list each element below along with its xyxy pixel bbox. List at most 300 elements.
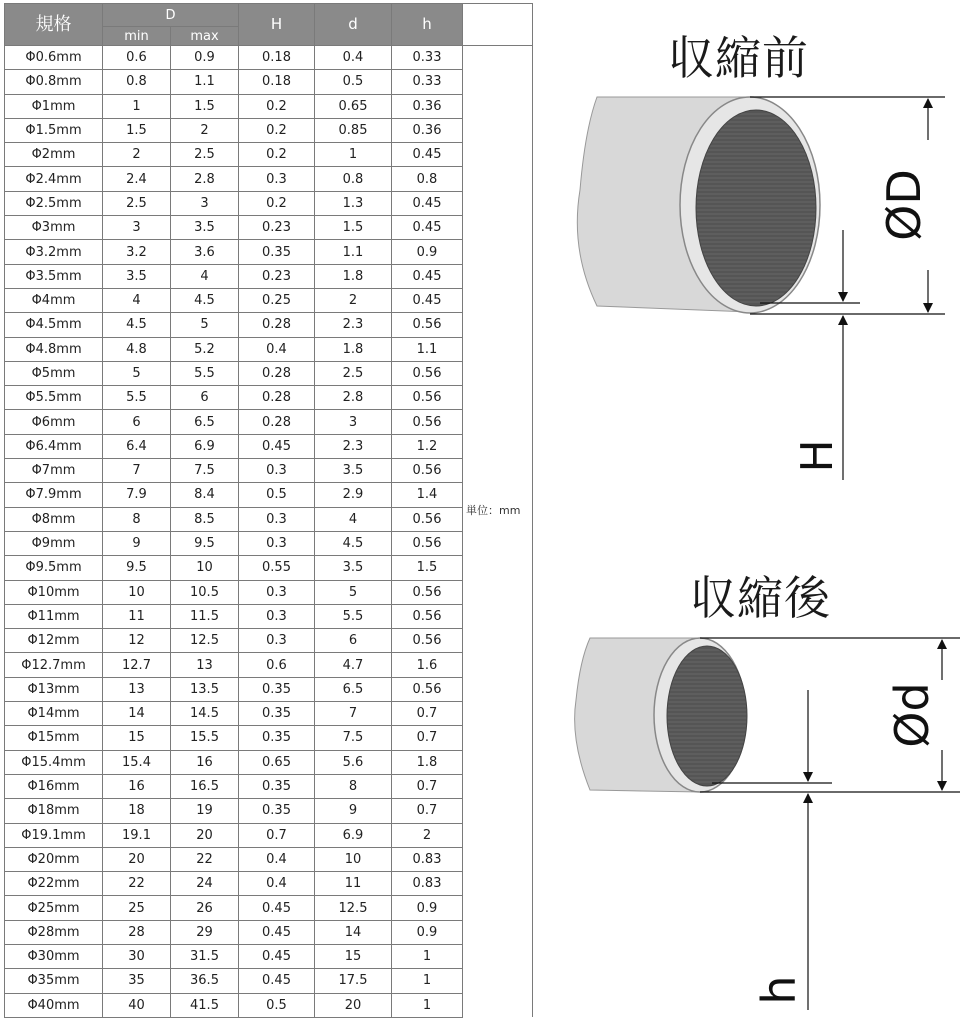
cell-d: 1 <box>315 143 392 167</box>
cell-h: 0.45 <box>392 191 463 215</box>
cell-H: 0.5 <box>239 993 315 1017</box>
cell-D-min: 12 <box>103 629 171 653</box>
table-row <box>5 847 533 871</box>
cell-D-min: 9.5 <box>103 556 171 580</box>
cell-spec: Φ20mm <box>5 847 103 871</box>
cell-D-max: 9.5 <box>171 531 239 555</box>
table-row <box>5 264 533 288</box>
cell-D-max: 36.5 <box>171 969 239 993</box>
table-row <box>5 750 533 774</box>
cell-d: 2 <box>315 288 392 312</box>
cell-D-max: 31.5 <box>171 944 239 968</box>
cell-D-max: 8.4 <box>171 483 239 507</box>
cell-h: 0.56 <box>392 629 463 653</box>
cell-H: 0.4 <box>239 872 315 896</box>
cell-d: 2.9 <box>315 483 392 507</box>
cell-D-max: 3.6 <box>171 240 239 264</box>
cell-H: 0.35 <box>239 240 315 264</box>
cell-D-max: 3 <box>171 191 239 215</box>
cell-d: 4.5 <box>315 531 392 555</box>
cell-spec: Φ2.4mm <box>5 167 103 191</box>
cell-H: 0.18 <box>239 46 315 70</box>
cell-d: 4.7 <box>315 653 392 677</box>
cell-h: 0.7 <box>392 702 463 726</box>
cell-D-min: 15.4 <box>103 750 171 774</box>
cell-h: 0.45 <box>392 264 463 288</box>
table-row <box>5 167 533 191</box>
cell-d: 20 <box>315 993 392 1017</box>
cell-D-max: 19 <box>171 799 239 823</box>
header-d: d <box>315 4 392 46</box>
cell-h: 0.45 <box>392 288 463 312</box>
table-row <box>5 677 533 701</box>
cell-spec: Φ14mm <box>5 702 103 726</box>
cell-d: 1.8 <box>315 264 392 288</box>
cell-d: 2.3 <box>315 313 392 337</box>
cell-h: 0.8 <box>392 167 463 191</box>
table-row <box>5 386 533 410</box>
cell-h: 0.45 <box>392 216 463 240</box>
cell-D-min: 7 <box>103 459 171 483</box>
cell-D-max: 22 <box>171 847 239 871</box>
cell-H: 0.3 <box>239 459 315 483</box>
table-row <box>5 944 533 968</box>
table-row <box>5 580 533 604</box>
cell-D-max: 7.5 <box>171 459 239 483</box>
cell-D-min: 20 <box>103 847 171 871</box>
cell-H: 0.45 <box>239 896 315 920</box>
table-row <box>5 872 533 896</box>
cell-H: 0.28 <box>239 361 315 385</box>
cell-spec: Φ2.5mm <box>5 191 103 215</box>
cell-H: 0.2 <box>239 143 315 167</box>
header-h: h <box>392 4 463 46</box>
cell-h: 0.56 <box>392 386 463 410</box>
cell-spec: Φ13mm <box>5 677 103 701</box>
cell-d: 3.5 <box>315 556 392 580</box>
cell-H: 0.25 <box>239 288 315 312</box>
cell-H: 0.3 <box>239 167 315 191</box>
cell-H: 0.65 <box>239 750 315 774</box>
cell-h: 0.56 <box>392 531 463 555</box>
cell-h: 1 <box>392 993 463 1017</box>
cell-D-min: 4 <box>103 288 171 312</box>
spec-table <box>4 3 533 1018</box>
cell-spec: Φ4.5mm <box>5 313 103 337</box>
table-row <box>5 993 533 1017</box>
cell-D-min: 4.8 <box>103 337 171 361</box>
header-D-min: min <box>103 27 171 46</box>
cell-d: 11 <box>315 872 392 896</box>
cell-h: 0.7 <box>392 799 463 823</box>
table-extension <box>463 46 533 1018</box>
cell-D-max: 12.5 <box>171 629 239 653</box>
cell-h: 0.56 <box>392 580 463 604</box>
header-D-max: max <box>171 27 239 46</box>
cell-d: 5.5 <box>315 604 392 628</box>
cell-D-max: 4.5 <box>171 288 239 312</box>
cell-D-max: 0.9 <box>171 46 239 70</box>
cell-D-max: 41.5 <box>171 993 239 1017</box>
unit-label: 単位：mm <box>466 504 521 517</box>
cell-spec: Φ16mm <box>5 774 103 798</box>
cell-h: 0.56 <box>392 313 463 337</box>
cell-d: 1.5 <box>315 216 392 240</box>
table-row <box>5 629 533 653</box>
cell-d: 4 <box>315 507 392 531</box>
table-row <box>5 507 533 531</box>
cell-spec: Φ5.5mm <box>5 386 103 410</box>
cell-D-min: 9 <box>103 531 171 555</box>
cell-D-max: 2 <box>171 118 239 142</box>
cell-D-min: 2 <box>103 143 171 167</box>
cell-h: 0.7 <box>392 774 463 798</box>
table-row <box>5 774 533 798</box>
cell-D-max: 8.5 <box>171 507 239 531</box>
cell-d: 6 <box>315 629 392 653</box>
cell-D-max: 2.5 <box>171 143 239 167</box>
cell-D-max: 10.5 <box>171 580 239 604</box>
table-row <box>5 969 533 993</box>
cell-spec: Φ12.7mm <box>5 653 103 677</box>
cell-d: 8 <box>315 774 392 798</box>
table-row <box>5 361 533 385</box>
cell-d: 9 <box>315 799 392 823</box>
cell-h: 0.9 <box>392 240 463 264</box>
cell-spec: Φ10mm <box>5 580 103 604</box>
cell-d: 17.5 <box>315 969 392 993</box>
cell-spec: Φ1.5mm <box>5 118 103 142</box>
table-row <box>5 726 533 750</box>
label-h: h <box>752 975 806 1005</box>
cell-h: 0.56 <box>392 361 463 385</box>
cell-D-max: 24 <box>171 872 239 896</box>
cell-D-max: 14.5 <box>171 702 239 726</box>
table-row <box>5 483 533 507</box>
cell-spec: Φ35mm <box>5 969 103 993</box>
table-row <box>5 191 533 215</box>
cell-d: 10 <box>315 847 392 871</box>
table-row <box>5 143 533 167</box>
cell-D-min: 16 <box>103 774 171 798</box>
cell-h: 0.56 <box>392 410 463 434</box>
cell-h: 1.6 <box>392 653 463 677</box>
cell-spec: Φ6.4mm <box>5 434 103 458</box>
cell-H: 0.3 <box>239 531 315 555</box>
cell-h: 1.2 <box>392 434 463 458</box>
table-row <box>5 216 533 240</box>
table-row <box>5 70 533 94</box>
cell-h: 1.5 <box>392 556 463 580</box>
cell-h: 0.56 <box>392 604 463 628</box>
cell-h: 0.9 <box>392 896 463 920</box>
cell-d: 0.8 <box>315 167 392 191</box>
cell-D-min: 22 <box>103 872 171 896</box>
cell-d: 7 <box>315 702 392 726</box>
cell-D-min: 40 <box>103 993 171 1017</box>
table-row <box>5 531 533 555</box>
cell-D-max: 13 <box>171 653 239 677</box>
cell-d: 2.5 <box>315 361 392 385</box>
cell-H: 0.5 <box>239 483 315 507</box>
cell-spec: Φ7mm <box>5 459 103 483</box>
cell-D-min: 15 <box>103 726 171 750</box>
cell-D-min: 10 <box>103 580 171 604</box>
cell-D-min: 30 <box>103 944 171 968</box>
label-d: Ød <box>885 682 939 748</box>
table-row <box>5 556 533 580</box>
cell-D-max: 5.2 <box>171 337 239 361</box>
cell-H: 0.35 <box>239 702 315 726</box>
table-row <box>5 313 533 337</box>
cell-h: 0.9 <box>392 920 463 944</box>
cell-D-min: 2.5 <box>103 191 171 215</box>
cell-d: 2.3 <box>315 434 392 458</box>
cell-H: 0.4 <box>239 847 315 871</box>
cell-d: 2.8 <box>315 386 392 410</box>
cell-D-max: 16 <box>171 750 239 774</box>
before-title: 収縮前 <box>668 31 809 85</box>
cell-D-max: 2.8 <box>171 167 239 191</box>
cell-H: 0.28 <box>239 313 315 337</box>
table-row <box>5 46 533 70</box>
table-row <box>5 118 533 142</box>
after-title: 収縮後 <box>690 571 831 625</box>
cell-h: 0.83 <box>392 847 463 871</box>
cell-spec: Φ8mm <box>5 507 103 531</box>
label-H: H <box>792 439 843 473</box>
cell-h: 1 <box>392 969 463 993</box>
cell-D-max: 1.5 <box>171 94 239 118</box>
table-row <box>5 459 533 483</box>
cell-D-max: 5.5 <box>171 361 239 385</box>
cell-D-min: 3.5 <box>103 264 171 288</box>
cell-H: 0.28 <box>239 410 315 434</box>
cell-D-min: 6 <box>103 410 171 434</box>
cell-H: 0.35 <box>239 774 315 798</box>
table-row <box>5 896 533 920</box>
cell-spec: Φ4.8mm <box>5 337 103 361</box>
cell-spec: Φ0.6mm <box>5 46 103 70</box>
shrink-diagram <box>540 0 967 1024</box>
cell-H: 0.45 <box>239 944 315 968</box>
table-row <box>5 94 533 118</box>
cell-h: 1.4 <box>392 483 463 507</box>
cell-D-min: 12.7 <box>103 653 171 677</box>
cell-D-min: 0.6 <box>103 46 171 70</box>
cell-d: 0.85 <box>315 118 392 142</box>
table-row <box>5 604 533 628</box>
cell-D-min: 3.2 <box>103 240 171 264</box>
cell-D-min: 2.4 <box>103 167 171 191</box>
cell-H: 0.35 <box>239 677 315 701</box>
cell-D-min: 7.9 <box>103 483 171 507</box>
cell-spec: Φ22mm <box>5 872 103 896</box>
cell-spec: Φ12mm <box>5 629 103 653</box>
cell-d: 14 <box>315 920 392 944</box>
cell-H: 0.4 <box>239 337 315 361</box>
cell-h: 0.36 <box>392 118 463 142</box>
cell-D-min: 5.5 <box>103 386 171 410</box>
table-row <box>5 434 533 458</box>
cell-h: 0.56 <box>392 507 463 531</box>
cell-d: 12.5 <box>315 896 392 920</box>
cell-D-min: 1.5 <box>103 118 171 142</box>
cell-spec: Φ2mm <box>5 143 103 167</box>
cell-h: 1 <box>392 944 463 968</box>
cell-spec: Φ15.4mm <box>5 750 103 774</box>
cell-D-min: 14 <box>103 702 171 726</box>
cell-d: 0.65 <box>315 94 392 118</box>
cell-spec: Φ3.2mm <box>5 240 103 264</box>
table-row <box>5 410 533 434</box>
table-row <box>5 288 533 312</box>
cell-D-min: 6.4 <box>103 434 171 458</box>
cell-H: 0.35 <box>239 799 315 823</box>
cell-d: 7.5 <box>315 726 392 750</box>
table-row <box>5 240 533 264</box>
cell-d: 5 <box>315 580 392 604</box>
cell-spec: Φ1mm <box>5 94 103 118</box>
cell-d: 6.5 <box>315 677 392 701</box>
cell-D-max: 1.1 <box>171 70 239 94</box>
cell-H: 0.18 <box>239 70 315 94</box>
cell-spec: Φ28mm <box>5 920 103 944</box>
cell-d: 6.9 <box>315 823 392 847</box>
cell-H: 0.2 <box>239 118 315 142</box>
cell-H: 0.3 <box>239 629 315 653</box>
cell-h: 0.33 <box>392 70 463 94</box>
cell-H: 0.23 <box>239 264 315 288</box>
cell-d: 0.5 <box>315 70 392 94</box>
cell-d: 0.4 <box>315 46 392 70</box>
cell-D-max: 26 <box>171 896 239 920</box>
cell-D-min: 28 <box>103 920 171 944</box>
cell-spec: Φ11mm <box>5 604 103 628</box>
cell-d: 5.6 <box>315 750 392 774</box>
table-row <box>5 337 533 361</box>
table-row <box>5 823 533 847</box>
cell-h: 2 <box>392 823 463 847</box>
cell-spec: Φ0.8mm <box>5 70 103 94</box>
cell-D-min: 19.1 <box>103 823 171 847</box>
cell-d: 3 <box>315 410 392 434</box>
cell-spec: Φ9.5mm <box>5 556 103 580</box>
cell-H: 0.35 <box>239 726 315 750</box>
cell-D-max: 6.9 <box>171 434 239 458</box>
cell-H: 0.23 <box>239 216 315 240</box>
cell-h: 0.7 <box>392 726 463 750</box>
cell-D-max: 4 <box>171 264 239 288</box>
cell-H: 0.45 <box>239 969 315 993</box>
cell-H: 0.3 <box>239 604 315 628</box>
cell-D-max: 16.5 <box>171 774 239 798</box>
cell-h: 0.56 <box>392 677 463 701</box>
cell-D-min: 8 <box>103 507 171 531</box>
cell-D-min: 13 <box>103 677 171 701</box>
cell-h: 0.45 <box>392 143 463 167</box>
cell-spec: Φ9mm <box>5 531 103 555</box>
header-H: H <box>239 4 315 46</box>
cell-d: 1.1 <box>315 240 392 264</box>
cell-spec: Φ25mm <box>5 896 103 920</box>
table-extension <box>463 4 533 46</box>
cell-h: 0.56 <box>392 459 463 483</box>
cell-H: 0.6 <box>239 653 315 677</box>
cell-h: 0.33 <box>392 46 463 70</box>
label-D: ØD <box>877 169 931 241</box>
cell-h: 0.83 <box>392 872 463 896</box>
cell-D-min: 18 <box>103 799 171 823</box>
cell-spec: Φ5mm <box>5 361 103 385</box>
header-D: D <box>103 4 239 27</box>
cell-spec: Φ7.9mm <box>5 483 103 507</box>
cell-D-max: 6 <box>171 386 239 410</box>
cell-h: 1.1 <box>392 337 463 361</box>
cell-D-max: 29 <box>171 920 239 944</box>
cell-D-max: 20 <box>171 823 239 847</box>
cell-D-min: 1 <box>103 94 171 118</box>
cell-D-max: 5 <box>171 313 239 337</box>
table-row <box>5 920 533 944</box>
cell-spec: Φ4mm <box>5 288 103 312</box>
cell-D-min: 0.8 <box>103 70 171 94</box>
cell-h: 1.8 <box>392 750 463 774</box>
cell-D-min: 35 <box>103 969 171 993</box>
cell-D-min: 5 <box>103 361 171 385</box>
cell-H: 0.2 <box>239 191 315 215</box>
cell-D-min: 3 <box>103 216 171 240</box>
cell-spec: Φ19.1mm <box>5 823 103 847</box>
table-row <box>5 799 533 823</box>
cell-H: 0.2 <box>239 94 315 118</box>
cell-spec: Φ18mm <box>5 799 103 823</box>
cell-D-min: 11 <box>103 604 171 628</box>
cell-spec: Φ30mm <box>5 944 103 968</box>
cell-d: 1.8 <box>315 337 392 361</box>
table-row <box>5 702 533 726</box>
cell-spec: Φ6mm <box>5 410 103 434</box>
cell-h: 0.36 <box>392 94 463 118</box>
cell-D-max: 10 <box>171 556 239 580</box>
cell-D-max: 3.5 <box>171 216 239 240</box>
cell-D-max: 15.5 <box>171 726 239 750</box>
cell-d: 3.5 <box>315 459 392 483</box>
tube-after <box>575 638 747 792</box>
cell-spec: Φ3mm <box>5 216 103 240</box>
cell-H: 0.45 <box>239 434 315 458</box>
table-row <box>5 653 533 677</box>
cell-d: 15 <box>315 944 392 968</box>
tube-before <box>577 97 820 313</box>
cell-D-max: 11.5 <box>171 604 239 628</box>
cell-D-min: 4.5 <box>103 313 171 337</box>
cell-H: 0.55 <box>239 556 315 580</box>
cell-d: 1.3 <box>315 191 392 215</box>
cell-D-min: 25 <box>103 896 171 920</box>
cell-H: 0.3 <box>239 580 315 604</box>
header-spec: 規格 <box>5 4 103 46</box>
cell-H: 0.3 <box>239 507 315 531</box>
cell-spec: Φ40mm <box>5 993 103 1017</box>
cell-H: 0.45 <box>239 920 315 944</box>
cell-H: 0.28 <box>239 386 315 410</box>
cell-spec: Φ3.5mm <box>5 264 103 288</box>
cell-D-max: 13.5 <box>171 677 239 701</box>
cell-H: 0.7 <box>239 823 315 847</box>
cell-D-max: 6.5 <box>171 410 239 434</box>
cell-spec: Φ15mm <box>5 726 103 750</box>
